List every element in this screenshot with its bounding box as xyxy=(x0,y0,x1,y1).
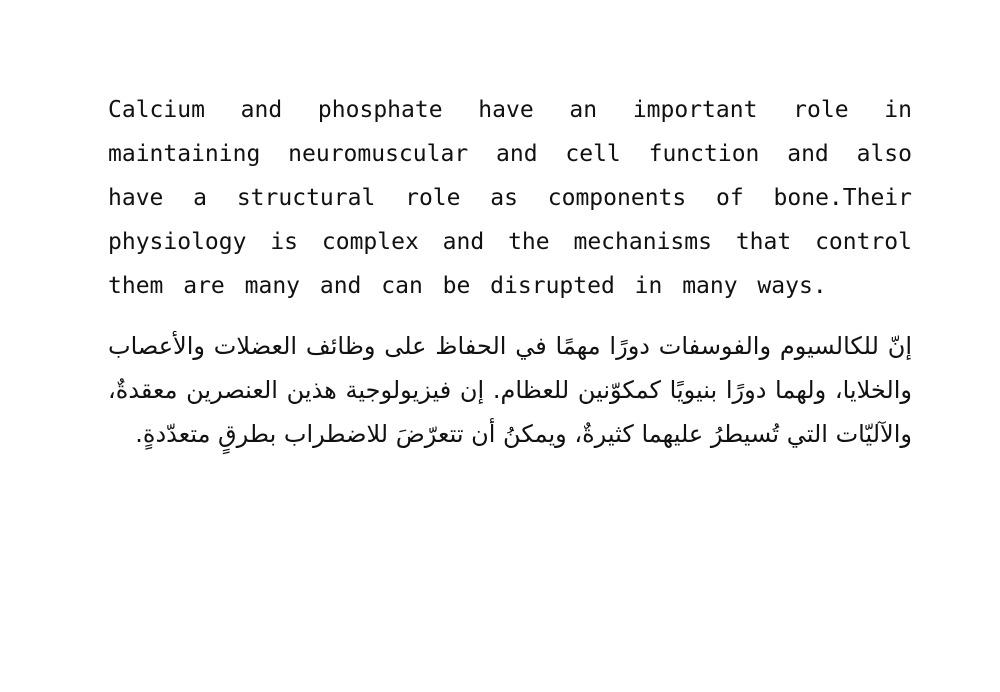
english-paragraph: Calcium and phosphate have an important role in maintaining neuromuscular and cell function and also have a structural role as components of bone.Their physiology is complex and the mechanisms that control them are many and can be disrupted in many ways. xyxy=(108,97,912,299)
document-body xyxy=(108,88,912,456)
arabic-paragraph: إنّ للكالسيوم والفوسفات دورًا مهمًا في الحفاظ على وظائف العضلات والأعصاب والخلايا، ولهما دورًا بنيويًا كمكوّنين للعظام. إن فيزيولوجية هذين العنصرين معقدةٌ، والآليّات التي تُسيطرُ عليهما كثيرةٌ، ويمكنُ أن تتعرّضَ للاضطراب بطرقٍ متعدّدةٍ. xyxy=(108,332,912,448)
